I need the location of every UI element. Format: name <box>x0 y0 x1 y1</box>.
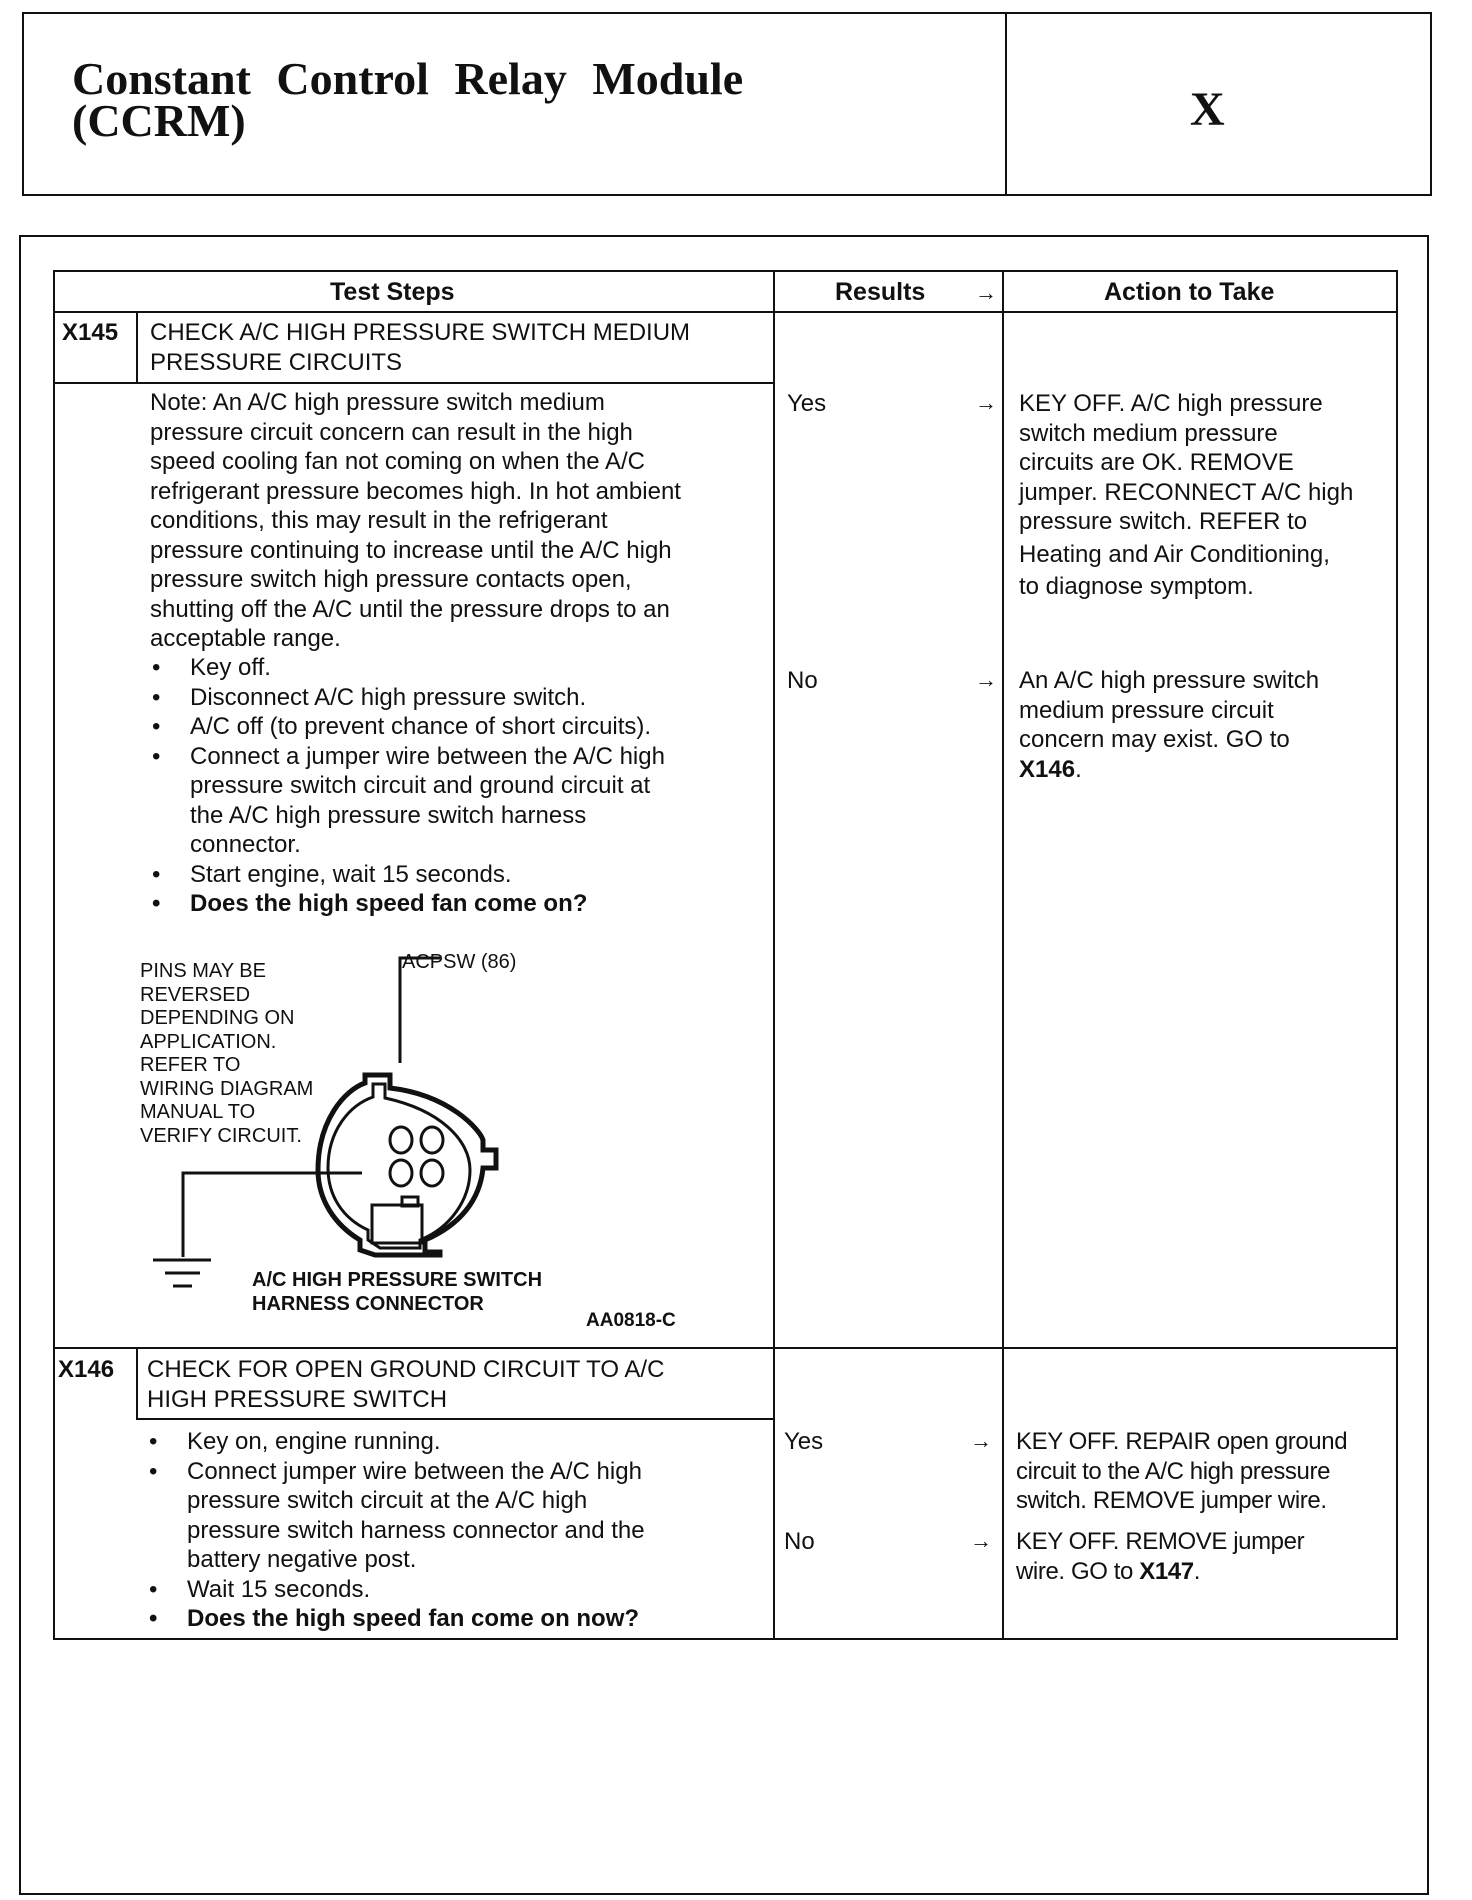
arrow-icon: → <box>975 667 997 692</box>
col-header-steps: Test Steps <box>330 278 455 306</box>
pin-1 <box>390 1127 412 1153</box>
step-id: X146 <box>58 1356 115 1383</box>
note-line: WIRING DIAGRAM <box>140 1077 314 1100</box>
latch <box>372 1205 422 1243</box>
arrow-icon: → <box>970 1428 992 1453</box>
step-item: • Connect jumper wire between the A/C high <box>187 1457 645 1487</box>
title-line: CHECK FOR OPEN GROUND CIRCUIT TO A/C <box>147 1356 665 1383</box>
step-title <box>147 1355 664 1414</box>
title-line: (CCRM) <box>72 95 246 146</box>
result-yes: Yes <box>784 1428 824 1455</box>
action-line: jumper. RECONNECT A/C high <box>1019 478 1354 506</box>
step-item-cont <box>187 1545 645 1575</box>
action-line: circuits are OK. REMOVE <box>1019 449 1294 476</box>
result-no: No <box>787 667 818 694</box>
pin-4 <box>421 1160 443 1186</box>
note-line: conditions, this may result in the refrigerant <box>150 507 608 534</box>
pin-label: ACPSW (86) <box>402 951 517 973</box>
col-header-action: Action to Take <box>1104 278 1275 306</box>
step-text: connector. <box>190 831 301 858</box>
latch-tab <box>402 1197 418 1206</box>
arrow-icon: → <box>975 390 997 415</box>
section-letter: X <box>1190 83 1225 136</box>
note-line: VERIFY CIRCUIT. <box>140 1124 302 1147</box>
action-line: KEY OFF. A/C high pressure <box>1019 390 1323 417</box>
note-line: MANUAL TO <box>140 1101 256 1123</box>
note-line: DEPENDING ON <box>140 1007 295 1029</box>
action-line: Heating and Air Conditioning, <box>1019 540 1330 568</box>
action-line: concern may exist. GO to <box>1019 726 1290 753</box>
step-id: X145 <box>62 319 119 346</box>
note-line: APPLICATION. <box>140 1030 277 1053</box>
goto-step-link[interactable]: X147 <box>1139 1557 1194 1585</box>
step-question: • Does the high speed fan come on? <box>190 889 665 919</box>
title-line: PRESSURE CIRCUITS <box>150 348 403 376</box>
step-item-cont <box>187 1486 645 1516</box>
action-line: switch. REMOVE jumper wire. <box>1016 1487 1327 1514</box>
step-item-cont <box>187 1516 645 1546</box>
note-line: REFER TO <box>140 1054 241 1076</box>
note-line: pressure circuit concern can result in the high <box>150 418 633 446</box>
action-no <box>1016 1527 1304 1586</box>
step-text: pressure switch circuit at the A/C high <box>187 1487 588 1514</box>
action-line: switch medium pressure <box>1019 419 1278 447</box>
note-line: Note: An A/C high pressure switch medium <box>150 389 605 416</box>
action-line: KEY OFF. REPAIR open ground <box>1016 1428 1348 1455</box>
result-no: No <box>784 1528 815 1555</box>
note-line: speed cooling fan not coming on when the A/C <box>150 448 645 475</box>
action-line: medium pressure circuit <box>1019 696 1274 724</box>
step-text: battery negative post. <box>187 1546 417 1573</box>
goto-step-link[interactable]: X146 <box>1019 755 1076 783</box>
action-line: . <box>1075 755 1082 783</box>
action-line: pressure switch. REFER to <box>1019 508 1308 535</box>
step-text: the A/C high pressure switch harness <box>190 801 587 829</box>
action-yes <box>1016 1427 1347 1516</box>
note-line: PINS MAY BE <box>140 960 266 982</box>
step-item: • Start engine, wait 15 seconds. <box>190 860 665 890</box>
step-item: • A/C off (to prevent chance of short circuits). <box>190 712 665 742</box>
step-list <box>187 1427 645 1634</box>
note-line: pressure continuing to increase until the A/C high <box>150 536 672 564</box>
step-text: pressure switch harness connector and the <box>187 1516 645 1544</box>
pin-wire <box>400 958 440 1063</box>
title-line: Constant Control Relay Module <box>72 53 744 104</box>
result-yes: Yes <box>787 390 827 417</box>
action-line: circuit to the A/C high pressure <box>1016 1457 1331 1485</box>
title-line: HIGH PRESSURE SWITCH <box>147 1385 448 1413</box>
action-line: wire. GO to <box>1016 1557 1140 1585</box>
note-line: REVERSED <box>140 983 251 1006</box>
step-item: • Key on, engine running. <box>187 1427 645 1457</box>
action-line: . <box>1193 1557 1200 1585</box>
action-line: KEY OFF. REMOVE jumper <box>1016 1528 1305 1555</box>
action-line: An A/C high pressure switch <box>1019 667 1320 694</box>
pin-3 <box>390 1160 412 1186</box>
arrow-icon: → <box>975 280 997 305</box>
caption-line: A/C HIGH PRESSURE SWITCH <box>252 1269 543 1291</box>
col-header-results: Results <box>835 278 926 306</box>
step-text: pressure switch circuit and ground circuit at <box>190 772 651 799</box>
figure-id: AA0818-C <box>586 1310 676 1331</box>
ground-icon <box>153 1260 211 1286</box>
pin-2 <box>421 1127 443 1153</box>
diagram-caption <box>252 1269 542 1316</box>
note-line: pressure switch high pressure contacts open, <box>150 566 632 593</box>
step-item: • Wait 15 seconds. <box>187 1575 645 1605</box>
step-item: • Connect a jumper wire between the A/C high <box>190 742 665 772</box>
step-item: • Key off. <box>190 653 665 683</box>
step-question: • Does the high speed fan come on now? <box>187 1604 645 1634</box>
arrow-icon: → <box>970 1528 992 1553</box>
caption-line: HARNESS CONNECTOR <box>252 1292 484 1315</box>
step-item: • Disconnect A/C high pressure switch. <box>190 683 665 713</box>
note-line: acceptable range. <box>150 625 341 652</box>
note-line: refrigerant pressure becomes high. In hot ambient <box>150 477 681 505</box>
title-line: CHECK A/C HIGH PRESSURE SWITCH MEDIUM <box>150 319 691 346</box>
action-line: to diagnose symptom. <box>1019 573 1254 600</box>
note-line: shutting off the A/C until the pressure drops to an <box>150 595 670 623</box>
